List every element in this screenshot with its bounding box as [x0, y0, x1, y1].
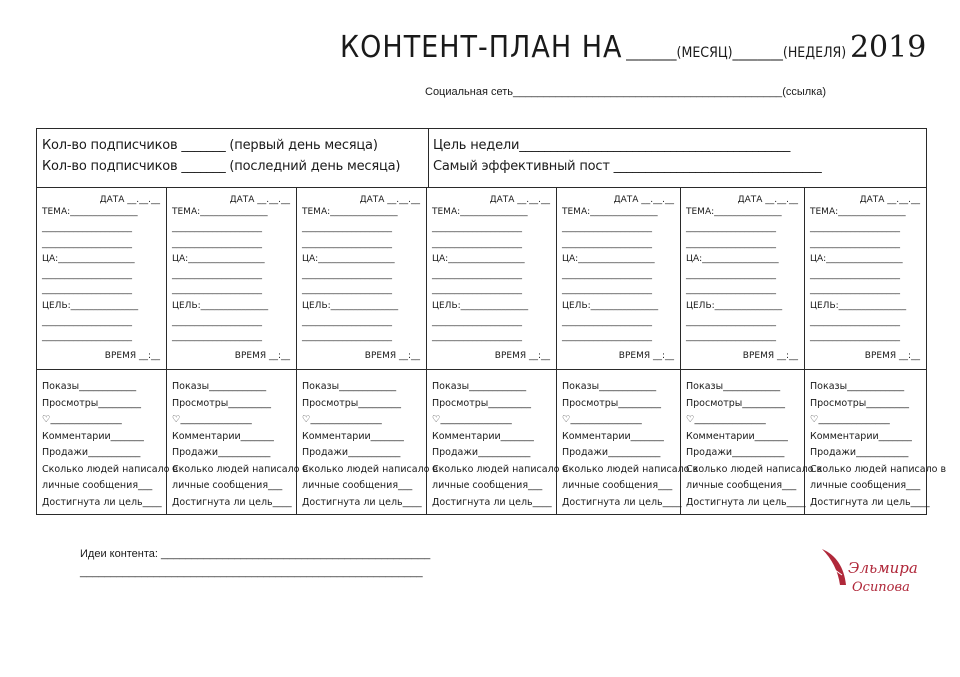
stat-comments[interactable]: Комментарии_______: [42, 430, 144, 442]
post-stats-card: [302, 379, 439, 511]
stat-shows[interactable]: Показы____________: [172, 381, 267, 392]
stat-dm1[interactable]: Сколько людей написало в: [42, 463, 179, 475]
post-plan-card: [557, 187, 680, 370]
week-goal-block: [433, 135, 822, 177]
stat-sales[interactable]: Продажи___________: [810, 447, 909, 458]
post-plan-card: [681, 187, 804, 370]
plan-line[interactable]: ____________________: [562, 239, 652, 249]
stat-comments[interactable]: Комментарии_______: [432, 430, 534, 442]
plan-line[interactable]: ____________________: [562, 317, 652, 327]
stat-comments[interactable]: Комментарии_______: [302, 430, 404, 442]
stat-goal-reached[interactable]: Достигнута ли цель____: [562, 496, 682, 508]
plan-line[interactable]: ЦЕЛЬ:_______________: [42, 301, 139, 311]
stat-shows[interactable]: Показы____________: [810, 381, 905, 392]
stat-goal-reached[interactable]: Достигнута ли цель____: [686, 496, 806, 508]
plan-line[interactable]: ____________________: [562, 285, 652, 295]
quill-logo-icon: [818, 545, 918, 605]
stat-shows[interactable]: Показы____________: [302, 381, 397, 392]
page-title: [340, 30, 940, 65]
post-date-field[interactable]: ДАТА __.__.__: [859, 195, 920, 205]
plan-line[interactable]: ТЕМА:_______________: [686, 207, 782, 217]
plan-line[interactable]: ЦЕЛЬ:_______________: [172, 301, 269, 311]
stat-dm2[interactable]: личные сообщения___: [42, 480, 153, 491]
post-time-field[interactable]: ВРЕМЯ __:__: [742, 351, 798, 361]
ideas-blank-2[interactable]: ________________________________________________________: [80, 566, 423, 578]
day-column: [557, 187, 699, 514]
stat-shows[interactable]: Показы____________: [42, 381, 137, 392]
plan-line[interactable]: ЦЕЛЬ:_______________: [432, 301, 529, 311]
plan-line[interactable]: ____________________: [562, 223, 652, 233]
plan-line[interactable]: ____________________: [172, 332, 262, 342]
subscribers-block: [42, 135, 400, 177]
post-time-field[interactable]: ВРЕМЯ __:__: [234, 351, 290, 361]
post-plan-card: [167, 187, 296, 370]
day-columns: [37, 187, 947, 514]
plan-line[interactable]: ____________________: [302, 223, 392, 233]
plan-line[interactable]: ____________________: [686, 270, 776, 280]
post-date-field[interactable]: ДАТА __.__.__: [737, 195, 798, 205]
plan-line[interactable]: ____________________: [172, 317, 262, 327]
plan-line[interactable]: ____________________: [810, 317, 900, 327]
day-column: [37, 187, 179, 514]
plan-line[interactable]: ____________________: [302, 270, 392, 280]
plan-line[interactable]: ЦА:_________________: [42, 254, 135, 264]
stat-views[interactable]: Просмотры_________: [562, 397, 662, 409]
post-time-field[interactable]: ВРЕМЯ __:__: [104, 351, 160, 361]
stat-shows[interactable]: Показы____________: [686, 381, 781, 392]
plan-line[interactable]: ____________________: [432, 270, 522, 280]
post-date-field[interactable]: ДАТА __.__.__: [489, 195, 550, 205]
post-date-field[interactable]: ДАТА __.__.__: [229, 195, 290, 205]
plan-line[interactable]: ____________________: [42, 332, 132, 342]
plan-line[interactable]: ЦА:_________________: [810, 254, 903, 264]
post-time-field[interactable]: ВРЕМЯ __:__: [618, 351, 674, 361]
plan-line[interactable]: ____________________: [686, 223, 776, 233]
post-date-field[interactable]: ДАТА __.__.__: [359, 195, 420, 205]
plan-line[interactable]: ____________________: [432, 285, 522, 295]
plan-line[interactable]: ЦЕЛЬ:_______________: [810, 301, 907, 311]
stat-dm2[interactable]: личные сообщения___: [686, 480, 797, 491]
plan-line[interactable]: ____________________: [810, 223, 900, 233]
stat-comments[interactable]: Комментарии_______: [810, 430, 912, 442]
stat-views[interactable]: Просмотры_________: [432, 397, 532, 409]
day-column: [681, 187, 823, 514]
month-label: (МЕСЯЦ): [676, 45, 733, 61]
plan-line[interactable]: ____________________: [810, 239, 900, 249]
plan-line[interactable]: ____________________: [432, 332, 522, 342]
plan-line[interactable]: ЦЕЛЬ:_______________: [562, 301, 659, 311]
plan-line[interactable]: ЦА:_________________: [432, 254, 525, 264]
stat-goal-reached[interactable]: Достигнута ли цель____: [810, 496, 930, 508]
plan-line[interactable]: ЦА:_________________: [172, 254, 265, 264]
stat-sales[interactable]: Продажи___________: [686, 447, 785, 458]
post-date-field[interactable]: ДАТА __.__.__: [613, 195, 674, 205]
plan-line[interactable]: ____________________: [302, 332, 392, 342]
plan-line[interactable]: ЦЕЛЬ:_______________: [686, 301, 783, 311]
social-blank[interactable]: ____________________________________________: [513, 86, 783, 98]
plan-line[interactable]: ____________________: [302, 317, 392, 327]
stat-dm2[interactable]: личные сообщения___: [302, 480, 413, 491]
post-plan-card: [427, 187, 556, 370]
stat-sales[interactable]: Продажи___________: [432, 447, 531, 458]
stat-dm2[interactable]: личные сообщения___: [172, 480, 283, 491]
stat-likes[interactable]: ♡_______________: [810, 414, 890, 425]
post-time-field[interactable]: ВРЕМЯ __:__: [864, 351, 920, 361]
plan-line[interactable]: ТЕМА:_______________: [432, 207, 528, 217]
plan-line[interactable]: ____________________: [432, 239, 522, 249]
plan-line[interactable]: ТЕМА:_______________: [810, 207, 906, 217]
post-stats-card: [562, 379, 699, 511]
plan-line[interactable]: ____________________: [302, 285, 392, 295]
plan-line[interactable]: ТЕМА:_______________: [172, 207, 268, 217]
logo-text-1: Эльмира: [848, 559, 918, 577]
stat-dm1[interactable]: Сколько людей написало в: [172, 463, 309, 475]
best-post[interactable]: Самый эффективный пост _________________________________: [433, 159, 822, 174]
plan-line[interactable]: ЦА:_________________: [686, 254, 779, 264]
stat-likes[interactable]: ♡_______________: [172, 414, 252, 425]
plan-line[interactable]: ____________________: [686, 317, 776, 327]
post-stats-card: [810, 379, 947, 511]
stat-likes[interactable]: ♡_______________: [432, 414, 512, 425]
year: 2019: [849, 30, 927, 65]
stat-dm2[interactable]: личные сообщения___: [810, 480, 921, 491]
post-date-field[interactable]: ДАТА __.__.__: [99, 195, 160, 205]
stat-likes[interactable]: ♡_______________: [42, 414, 122, 425]
day-column: [805, 187, 947, 514]
stat-views[interactable]: Просмотры_________: [302, 397, 402, 409]
stat-views[interactable]: Просмотры_________: [42, 397, 142, 409]
stat-sales[interactable]: Продажи___________: [562, 447, 661, 458]
social-link-label: (ссылка): [782, 86, 827, 98]
plan-line[interactable]: ____________________: [42, 270, 132, 280]
stat-dm1[interactable]: Сколько людей написало в: [432, 463, 569, 475]
post-plan-card: [37, 187, 166, 370]
plan-line[interactable]: ____________________: [302, 239, 392, 249]
stat-comments[interactable]: Комментарии_______: [172, 430, 274, 442]
plan-line[interactable]: ____________________: [686, 285, 776, 295]
plan-line[interactable]: ____________________: [432, 317, 522, 327]
social-network-line: [425, 86, 826, 98]
stat-likes[interactable]: ♡_______________: [686, 414, 766, 425]
ideas-label: Идеи контента:: [80, 548, 158, 560]
stat-views[interactable]: Просмотры_________: [686, 397, 786, 409]
plan-line[interactable]: ТЕМА:_______________: [562, 207, 658, 217]
stat-sales[interactable]: Продажи___________: [302, 447, 401, 458]
plan-line[interactable]: ____________________: [686, 332, 776, 342]
week-label: (НЕДЕЛЯ): [782, 45, 847, 61]
plan-line[interactable]: ____________________: [42, 317, 132, 327]
plan-line[interactable]: ____________________: [42, 223, 132, 233]
stat-goal-reached[interactable]: Достигнута ли цель____: [42, 496, 162, 508]
logo-text-2: Осипова: [852, 580, 910, 595]
post-time-field[interactable]: ВРЕМЯ __:__: [364, 351, 420, 361]
brand-logo: [818, 545, 918, 605]
plan-line[interactable]: ____________________: [42, 239, 132, 249]
plan-line[interactable]: ____________________: [686, 239, 776, 249]
stat-shows[interactable]: Показы____________: [562, 381, 657, 392]
plan-line[interactable]: ЦА:_________________: [562, 254, 655, 264]
ideas-blank-1[interactable]: ____________________________________________: [161, 548, 431, 560]
plan-line[interactable]: ____________________: [562, 332, 652, 342]
stat-likes[interactable]: ♡_______________: [562, 414, 642, 425]
content-ideas: [80, 548, 430, 578]
divider: [428, 129, 429, 187]
post-stats-card: [172, 379, 309, 511]
post-plan-card: [805, 187, 926, 370]
plan-line[interactable]: ЦА:_________________: [302, 254, 395, 264]
plan-line[interactable]: ____________________: [172, 285, 262, 295]
stat-goal-reached[interactable]: Достигнута ли цель____: [302, 496, 422, 508]
day-column: [297, 187, 439, 514]
stat-shows[interactable]: Показы____________: [432, 381, 527, 392]
title-main: КОНТЕНТ-ПЛАН НА: [340, 30, 623, 65]
stat-dm1[interactable]: Сколько людей написало в: [562, 463, 699, 475]
day-column: [427, 187, 569, 514]
plan-line[interactable]: ____________________: [810, 285, 900, 295]
stat-comments[interactable]: Комментарии_______: [686, 430, 788, 442]
post-stats-card: [432, 379, 569, 511]
plan-table: [36, 128, 947, 515]
plan-line[interactable]: ____________________: [432, 223, 522, 233]
stat-views[interactable]: Просмотры_________: [172, 397, 272, 409]
social-label: Социальная сеть: [425, 86, 513, 98]
plan-line[interactable]: ____________________: [172, 270, 262, 280]
plan-line[interactable]: ЦЕЛЬ:_______________: [302, 301, 399, 311]
plan-line[interactable]: ____________________: [172, 223, 262, 233]
subscribers-last-day[interactable]: Кол-во подписчиков _______ (последний день месяца): [42, 159, 401, 174]
post-plan-card: [297, 187, 426, 370]
stat-goal-reached[interactable]: Достигнута ли цель____: [432, 496, 552, 508]
summary-row: [37, 129, 926, 188]
stat-dm1[interactable]: Сколько людей написало в: [302, 463, 439, 475]
stat-goal-reached[interactable]: Достигнута ли цель____: [172, 496, 292, 508]
plan-line[interactable]: ____________________: [172, 239, 262, 249]
plan-line[interactable]: ТЕМА:_______________: [302, 207, 398, 217]
stat-sales[interactable]: Продажи___________: [42, 447, 141, 458]
stat-dm1[interactable]: Сколько людей написало в: [810, 463, 947, 475]
subscribers-first-day[interactable]: Кол-во подписчиков _______ (первый день месяца): [42, 138, 378, 153]
stat-dm2[interactable]: личные сообщения___: [432, 480, 543, 491]
plan-line[interactable]: ____________________: [810, 332, 900, 342]
stat-likes[interactable]: ♡_______________: [302, 414, 382, 425]
week-blank[interactable]: ________: [732, 45, 783, 61]
stat-comments[interactable]: Комментарии_______: [562, 430, 664, 442]
plan-line[interactable]: ____________________: [562, 270, 652, 280]
plan-line[interactable]: ____________________: [42, 285, 132, 295]
plan-line[interactable]: ТЕМА:_______________: [42, 207, 138, 217]
month-blank[interactable]: ________: [626, 45, 677, 61]
stat-views[interactable]: Просмотры_________: [810, 397, 910, 409]
stat-dm1[interactable]: Сколько людей написало в: [686, 463, 823, 475]
post-time-field[interactable]: ВРЕМЯ __:__: [494, 351, 550, 361]
week-goal[interactable]: Цель недели___________________________________________: [433, 138, 791, 153]
stat-sales[interactable]: Продажи___________: [172, 447, 271, 458]
post-stats-card: [42, 379, 179, 511]
day-column: [167, 187, 309, 514]
stat-dm2[interactable]: личные сообщения___: [562, 480, 673, 491]
plan-line[interactable]: ____________________: [810, 270, 900, 280]
post-stats-card: [686, 379, 823, 511]
